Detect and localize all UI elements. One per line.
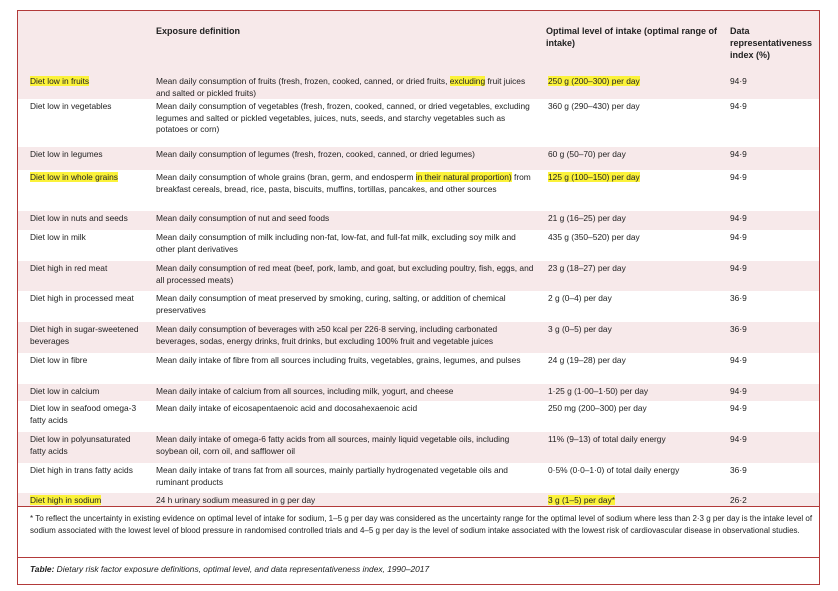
table-row bbox=[18, 211, 819, 230]
table-row bbox=[18, 74, 819, 99]
data-representativeness-cell: 36·9 bbox=[730, 293, 747, 303]
risk-factor-cell bbox=[30, 149, 148, 161]
optimal-level-value: 250 g (200–300) per day bbox=[548, 76, 640, 86]
risk-factor-label: Diet low in calcium bbox=[30, 386, 100, 396]
risk-factor-cell bbox=[30, 495, 148, 507]
risk-factor-cell bbox=[30, 213, 148, 225]
risk-factor-label: Diet low in fruits bbox=[30, 76, 90, 86]
optimal-level-cell bbox=[546, 465, 728, 477]
data-representativeness-cell: 94·9 bbox=[730, 149, 747, 159]
risk-factor-cell bbox=[30, 324, 148, 347]
optimal-level-cell bbox=[546, 324, 728, 336]
optimal-level-value: 24 g (19–28) per day bbox=[548, 355, 626, 365]
definition-text: Mean daily consumption of fruits (fresh, frozen, cooked, canned, or dried fruits, bbox=[156, 76, 450, 86]
risk-factor-cell bbox=[30, 232, 148, 244]
data-representativeness-cell: 94·9 bbox=[730, 232, 747, 242]
table-row bbox=[18, 230, 819, 261]
risk-factor-cell bbox=[30, 101, 148, 113]
definition-text: Mean daily intake of eicosapentaenoic acid and docosahexaenoic acid bbox=[156, 403, 418, 413]
optimal-level-value: 11% (9–13) of total daily energy bbox=[548, 434, 666, 444]
definition-text: Mean daily consumption of vegetables (fresh, frozen, cooked, canned, or dried vegetables, excluding legumes and salted or pickled vegetables, juices, nuts, seeds, and starchy vegetables such as potatoes or corn) bbox=[156, 101, 530, 134]
table-row bbox=[18, 147, 819, 170]
optimal-level-cell bbox=[546, 149, 728, 161]
optimal-level-value: 1·25 g (1·00–1·50) per day bbox=[548, 386, 649, 396]
risk-factor-label: Diet low in nuts and seeds bbox=[30, 213, 128, 223]
data-representativeness-cell: 36·9 bbox=[730, 324, 747, 334]
risk-factor-label: Diet low in legumes bbox=[30, 149, 103, 159]
optimal-level-value: 0·5% (0·0–1·0) of total daily energy bbox=[548, 465, 680, 475]
definition-text: Mean daily intake of trans fat from all sources, mainly partially hydrogenated vegetable oils and ruminant products bbox=[156, 465, 508, 487]
optimal-level-cell bbox=[546, 172, 728, 184]
table-row bbox=[18, 261, 819, 291]
data-representativeness-cell: 94·9 bbox=[730, 403, 747, 413]
table-row bbox=[18, 384, 819, 401]
table-row bbox=[18, 463, 819, 493]
table-row bbox=[18, 493, 819, 507]
table-row bbox=[18, 99, 819, 147]
optimal-level-value: 250 mg (200–300) per day bbox=[548, 403, 647, 413]
header-data-representativeness: Data representativeness index (%) bbox=[730, 26, 813, 60]
data-representativeness-cell: 94·9 bbox=[730, 101, 747, 111]
optimal-level-cell bbox=[546, 76, 728, 88]
table-header bbox=[18, 11, 819, 74]
optimal-level-cell bbox=[546, 293, 728, 305]
optimal-level-value: 60 g (50–70) per day bbox=[548, 149, 626, 159]
exposure-definition-cell bbox=[156, 263, 534, 286]
exposure-definition-cell bbox=[156, 76, 534, 99]
data-representativeness-cell: 94·9 bbox=[730, 172, 747, 182]
table-row bbox=[18, 432, 819, 463]
exposure-definition-cell bbox=[156, 355, 534, 367]
risk-factor-label: Diet high in red meat bbox=[30, 263, 108, 273]
risk-factor-label: Diet low in seafood omega-3 fatty acids bbox=[30, 403, 137, 425]
table-row bbox=[18, 170, 819, 211]
optimal-level-cell bbox=[546, 403, 728, 415]
optimal-level-value: 3 g (0–5) per day bbox=[548, 324, 612, 334]
table-caption bbox=[30, 564, 429, 574]
exposure-definition-cell bbox=[156, 386, 534, 398]
footnote-divider bbox=[18, 506, 819, 507]
risk-factor-cell bbox=[30, 355, 148, 367]
header-exposure-definition: Exposure definition bbox=[156, 26, 241, 36]
risk-factor-label: Diet high in sodium bbox=[30, 495, 102, 505]
risk-factor-cell bbox=[30, 76, 148, 88]
exposure-definition-cell bbox=[156, 101, 534, 136]
definition-text: Mean daily intake of fibre from all sources including fruits, vegetables, grains, legumes, and pulses bbox=[156, 355, 521, 365]
optimal-level-value: 3 g (1–5) per day* bbox=[548, 495, 616, 505]
optimal-level-value: 2 g (0–4) per day bbox=[548, 293, 612, 303]
risk-factor-label: Diet low in polyunsaturated fatty acids bbox=[30, 434, 131, 456]
exposure-definition-cell bbox=[156, 324, 534, 347]
risk-factor-label: Diet high in processed meat bbox=[30, 293, 134, 303]
optimal-level-cell bbox=[546, 232, 728, 244]
risk-factor-cell bbox=[30, 263, 148, 275]
optimal-level-value: 23 g (18–27) per day bbox=[548, 263, 626, 273]
data-representativeness-cell: 26·2 bbox=[730, 495, 747, 505]
table-row bbox=[18, 353, 819, 384]
caption-divider bbox=[18, 557, 819, 558]
optimal-level-cell bbox=[546, 355, 728, 367]
exposure-definition-cell bbox=[156, 149, 534, 161]
definition-text: Mean daily intake of calcium from all sources, including milk, yogurt, and cheese bbox=[156, 386, 454, 396]
definition-text: Mean daily consumption of milk including non-fat, low-fat, and full-fat milk, excluding soy milk and other plant derivatives bbox=[156, 232, 516, 254]
definition-text-continued: from breakfast cereals, bread, rice, pasta, biscuits, muffins, tortillas, pancakes, and other sources bbox=[156, 172, 531, 194]
optimal-level-cell bbox=[546, 386, 728, 398]
risk-factor-label: Diet low in vegetables bbox=[30, 101, 112, 111]
data-representativeness-cell: 94·9 bbox=[730, 263, 747, 273]
table-row bbox=[18, 322, 819, 353]
caption-text: Dietary risk factor exposure definitions, optimal level, and data representativeness index, 1990–2017 bbox=[54, 564, 430, 574]
table-row bbox=[18, 291, 819, 322]
data-representativeness-cell: 94·9 bbox=[730, 213, 747, 223]
exposure-definition-cell bbox=[156, 293, 534, 316]
risk-factor-label: Diet high in trans fatty acids bbox=[30, 465, 133, 475]
footnote: * To reflect the uncertainty in existing evidence on optimal level of intake for sodium, 1–5 g per day was considered as the uncertainty range for the optimal level of sodium where less than 2·3 g per day is the intake level of sodium associated with the lowest level of blood pressure in randomised controlled trials and 4–5 g per day is the level of sodium intake associated with the lowest risk of cardiovascular disease in observational studies. bbox=[30, 514, 813, 535]
risk-factor-label: Diet low in whole grains bbox=[30, 172, 118, 182]
definition-text: Mean daily consumption of meat preserved by smoking, curing, salting, or addition of chemical preservatives bbox=[156, 293, 506, 315]
optimal-level-cell bbox=[546, 101, 728, 113]
risk-factor-label: Diet low in milk bbox=[30, 232, 86, 242]
optimal-level-value: 360 g (290–430) per day bbox=[548, 101, 640, 111]
table-row bbox=[18, 401, 819, 432]
optimal-level-cell bbox=[546, 213, 728, 225]
risk-factor-cell bbox=[30, 386, 148, 398]
data-representativeness-cell: 94·9 bbox=[730, 76, 747, 86]
definition-text: Mean daily consumption of beverages with ≥50 kcal per 226·8 serving, including carbonated beverages, sodas, energy drinks, fruit drinks, but excluding 100% fruit and vegetable juices bbox=[156, 324, 498, 346]
risk-factor-cell bbox=[30, 465, 148, 477]
definition-text-continued: fruit juices and salted or pickled fruits) bbox=[156, 76, 526, 98]
risk-factor-cell bbox=[30, 434, 148, 457]
risk-factor-label: Diet high in sugar-sweetened beverages bbox=[30, 324, 139, 346]
exposure-definition-cell bbox=[156, 434, 534, 457]
exposure-definition-cell bbox=[156, 495, 534, 507]
risk-factor-cell bbox=[30, 172, 148, 184]
header-optimal-level: Optimal level of intake (optimal range of intake) bbox=[546, 26, 718, 48]
optimal-level-cell bbox=[546, 263, 728, 275]
optimal-level-value: 21 g (16–25) per day bbox=[548, 213, 626, 223]
table-frame bbox=[17, 10, 820, 585]
definition-text: Mean daily consumption of whole grains (bran, germ, and endosperm bbox=[156, 172, 416, 182]
exposure-definition-cell bbox=[156, 232, 534, 255]
risk-factor-label: Diet low in fibre bbox=[30, 355, 88, 365]
definition-text: Mean daily consumption of legumes (fresh, frozen, cooked, canned, or dried legumes) bbox=[156, 149, 475, 159]
optimal-level-cell bbox=[546, 495, 728, 507]
definition-text: Mean daily consumption of nut and seed foods bbox=[156, 213, 330, 223]
exposure-definition-cell bbox=[156, 403, 534, 415]
exposure-definition-cell bbox=[156, 465, 534, 488]
caption-label: Table: bbox=[30, 564, 55, 574]
exposure-definition-cell bbox=[156, 172, 534, 195]
exposure-definition-cell bbox=[156, 213, 534, 225]
data-representativeness-cell: 94·9 bbox=[730, 355, 747, 365]
data-representativeness-cell: 94·9 bbox=[730, 434, 747, 444]
optimal-level-cell bbox=[546, 434, 728, 446]
data-representativeness-cell: 94·9 bbox=[730, 386, 747, 396]
definition-text: Mean daily consumption of red meat (beef, pork, lamb, and goat, but excluding poultry, fish, eggs, and all processed meats) bbox=[156, 263, 534, 285]
optimal-level-value: 125 g (100–150) per day bbox=[548, 172, 640, 182]
definition-highlight: in their natural proportion) bbox=[415, 172, 512, 182]
risk-factor-cell bbox=[30, 403, 148, 426]
definition-text: 24 h urinary sodium measured in g per day bbox=[156, 495, 316, 505]
definition-text: Mean daily intake of omega-6 fatty acids from all sources, mainly liquid vegetable oils, including soybean oil, corn oil, and safflower oil bbox=[156, 434, 510, 456]
risk-factor-cell bbox=[30, 293, 148, 305]
optimal-level-value: 435 g (350–520) per day bbox=[548, 232, 640, 242]
data-representativeness-cell: 36·9 bbox=[730, 465, 747, 475]
definition-highlight: excluding bbox=[449, 76, 486, 86]
